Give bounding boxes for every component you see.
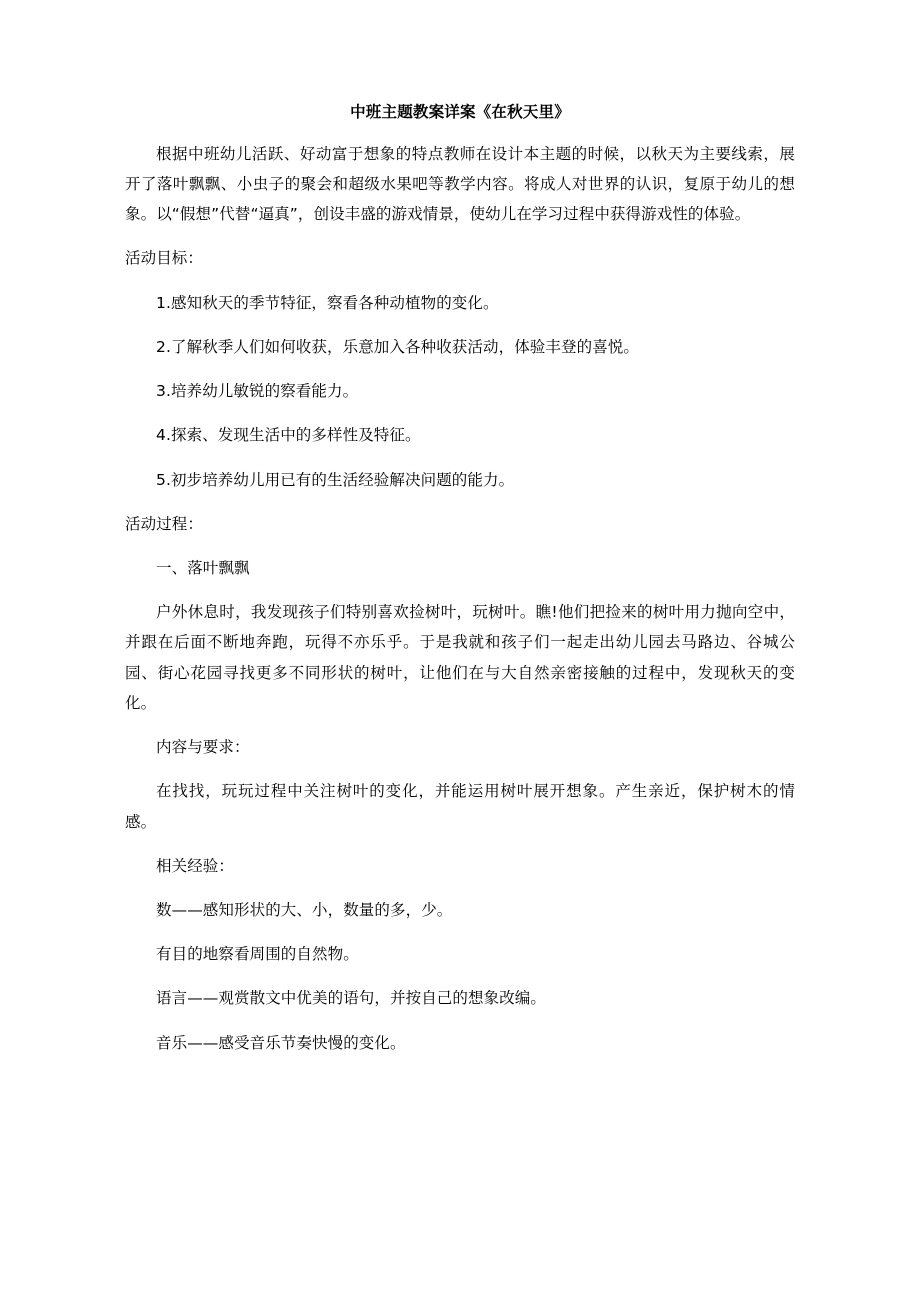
heading-activity-process: 活动过程： bbox=[125, 514, 204, 533]
heading-activity-goals: 活动目标： bbox=[125, 249, 204, 268]
heading-related-experience: 相关经验： bbox=[156, 856, 235, 875]
goal-item-5: 5.初步培养幼儿用已有的生活经验解决问题的能力。 bbox=[156, 470, 515, 489]
experience-item-observation: 有目的地察看周围的自然物。 bbox=[156, 945, 359, 964]
goal-item-1: 1.感知秋天的季节特征，察看各种动植物的变化。 bbox=[156, 293, 499, 312]
section-body-falling-leaves: 户外休息时，我发现孩子们特别喜欢捡树叶，玩树叶。瞧!他们把捡来的树叶用力抛向空中，并跟在后面不断地奔跑，玩得不亦乐乎。于是我就和孩子们一起走出幼儿园去马路边、谷城公园、街心花园寻找更多不同形状的树叶，让他们在与大自然亲密接触的过程中，发现秋天的变化。 bbox=[125, 603, 795, 712]
experience-item-music: 音乐——感受音乐节奏快慢的变化。 bbox=[156, 1033, 406, 1052]
goal-item-4: 4.探索、发现生活中的多样性及特征。 bbox=[156, 426, 421, 445]
body-content-requirements: 在找找，玩玩过程中关注树叶的变化，并能运用树叶展开想象。产生亲近，保护树木的情感。 bbox=[125, 782, 795, 831]
page-title: 中班主题教案详案《在秋天里》 bbox=[350, 103, 570, 121]
experience-item-math: 数——感知形状的大、小，数量的多，少。 bbox=[156, 900, 453, 919]
heading-content-requirements: 内容与要求： bbox=[156, 738, 250, 757]
experience-item-language: 语言——观赏散文中优美的语句，并按自己的想象改编。 bbox=[156, 989, 547, 1008]
goal-item-2: 2.了解秋季人们如何收获，乐意加入各种收获活动，体验丰登的喜悦。 bbox=[156, 337, 639, 356]
goal-item-3: 3.培养幼儿敏锐的察看能力。 bbox=[156, 382, 359, 401]
paragraph-intro: 根据中班幼儿活跃、好动富于想象的特点教师在设计本主题的时候，以秋天为主要线索，展开了落叶飘飘、小虫子的聚会和超级水果吧等教学内容。将成人对世界的认识，复原于幼儿的想象。以“假想”代替“逼真”，创设丰盛的游戏情景，使幼儿在学习过程中获得游戏性的体验。 bbox=[125, 144, 795, 224]
section-heading-falling-leaves: 一、落叶飘飘 bbox=[156, 558, 250, 577]
